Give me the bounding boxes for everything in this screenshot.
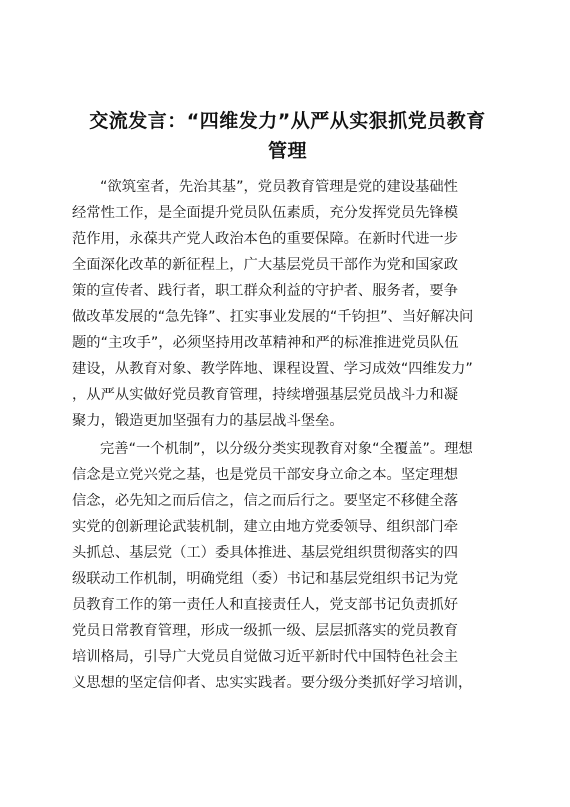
- body-line: 义思想的坚定信仰者、忠实实践者。要分级分类抓好学习培训，: [72, 675, 473, 691]
- body-line: 策的宣传者、践行者，职工群众利益的守护者、服务者，要争: [72, 283, 459, 299]
- body-line: “欲筑室者，先治其基”，党员教育管理是党的建设基础性: [100, 179, 458, 195]
- body-line: 做改革发展的“急先锋”、扛实事业发展的“千钧担”、当好解决问: [72, 309, 474, 325]
- body-line: 题的“主攻手”，必须坚持用改革精神和严的标准推进党员队伍: [72, 335, 459, 351]
- body-line: 信念是立党兴党之基，也是党员干部安身立命之本。坚定理想: [72, 467, 459, 483]
- body-line: 培训格局，引导广大党员自觉做习近平新时代中国特色社会主: [72, 649, 459, 665]
- body-line: 党员日常教育管理，形成一级抓一级、层层抓落实的党员教育: [72, 623, 459, 639]
- body-line: 信念，必先知之而后信之，信之而后行之。要坚定不移健全落: [72, 493, 459, 509]
- body-line: 头抓总、基层党（工）委具体推进、基层党组织贯彻落实的四: [72, 545, 459, 561]
- body-line: 建设，从教育对象、教学阵地、课程设置、学习成效“四维发力”: [72, 361, 473, 377]
- body-line: ，从严从实做好党员教育管理，持续增强基层党员战斗力和凝: [72, 387, 459, 403]
- body-line: 范作用，永葆共产党人政治本色的重要保障。在新时代进一步: [72, 231, 459, 247]
- body-line: 经常性工作，是全面提升党员队伍素质，充分发挥党员先锋模: [72, 205, 459, 221]
- body-line: 全面深化改革的新征程上，广大基层党员干部作为党和国家政: [72, 257, 459, 273]
- body-line: 级联动工作机制，明确党组（委）书记和基层党组织书记为党: [72, 571, 459, 587]
- title-line-1: 交流发言：“四维发力”从严从实狠抓党员教育: [89, 110, 486, 132]
- body-line: 完善“一个机制”，以分级分类实现教育对象“全覆盖”。理想: [100, 441, 473, 457]
- body-line: 实党的创新理论武装机制，建立由地方党委领导、组织部门牵: [72, 519, 459, 535]
- body-line: 员教育工作的第一责任人和直接责任人，党支部书记负责抓好: [72, 597, 459, 613]
- title-line-2: 管理: [267, 140, 307, 162]
- body-line: 聚力，锻造更加坚强有力的基层战斗堡垒。: [72, 413, 344, 429]
- document-title: [60, 106, 515, 166]
